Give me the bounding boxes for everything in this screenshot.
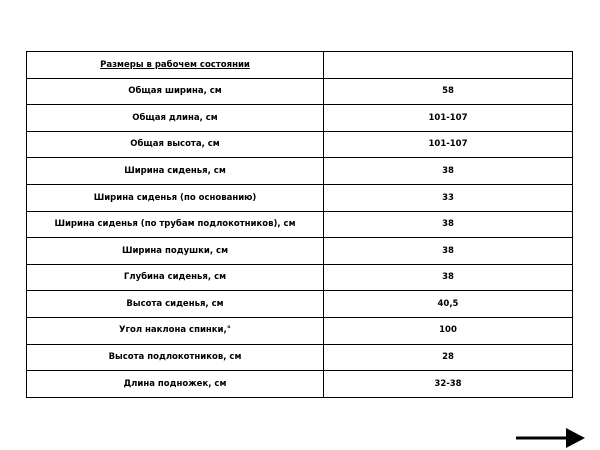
row-label: Общая длина, см (27, 105, 324, 132)
row-label: Глубина сиденья, см (27, 264, 324, 291)
row-label: Длина подножек, см (27, 371, 324, 398)
row-label: Ширина сиденья, см (27, 158, 324, 185)
row-value: 101-107 (324, 105, 573, 132)
row-value: 38 (324, 238, 573, 265)
row-label: Высота сиденья, см (27, 291, 324, 318)
row-label: Угол наклона спинки,° (27, 317, 324, 344)
table-row (27, 264, 573, 291)
table-row (27, 158, 573, 185)
table-row (27, 131, 573, 158)
row-value: 38 (324, 158, 573, 185)
row-value: 101-107 (324, 131, 573, 158)
table-row (27, 344, 573, 371)
row-value: 38 (324, 264, 573, 291)
table-header-value-cell (324, 52, 573, 79)
dimensions-table (26, 51, 573, 398)
row-label: Ширина подушки, см (27, 238, 324, 265)
table-row (27, 317, 573, 344)
row-value: 33 (324, 184, 573, 211)
table-row (27, 184, 573, 211)
row-label: Ширина сиденья (по основанию) (27, 184, 324, 211)
row-value: 38 (324, 211, 573, 238)
table-header-label: Размеры в рабочем состоянии (100, 59, 250, 70)
row-value: 28 (324, 344, 573, 371)
row-value: 32-38 (324, 371, 573, 398)
row-label: Высота подлокотников, см (27, 344, 324, 371)
row-label: Общая высота, см (27, 131, 324, 158)
arrow-right-icon[interactable] (514, 426, 586, 450)
row-label: Общая ширина, см (27, 78, 324, 105)
table-header-cell (27, 52, 324, 79)
row-label: Ширина сиденья (по трубам подлокотников), см (27, 211, 324, 238)
table-row (27, 371, 573, 398)
row-value: 100 (324, 317, 573, 344)
table-row (27, 211, 573, 238)
table-row (27, 78, 573, 105)
table-row (27, 291, 573, 318)
row-value: 58 (324, 78, 573, 105)
table-row (27, 238, 573, 265)
table-row (27, 105, 573, 132)
table-header-row (27, 52, 573, 79)
row-value: 40,5 (324, 291, 573, 318)
